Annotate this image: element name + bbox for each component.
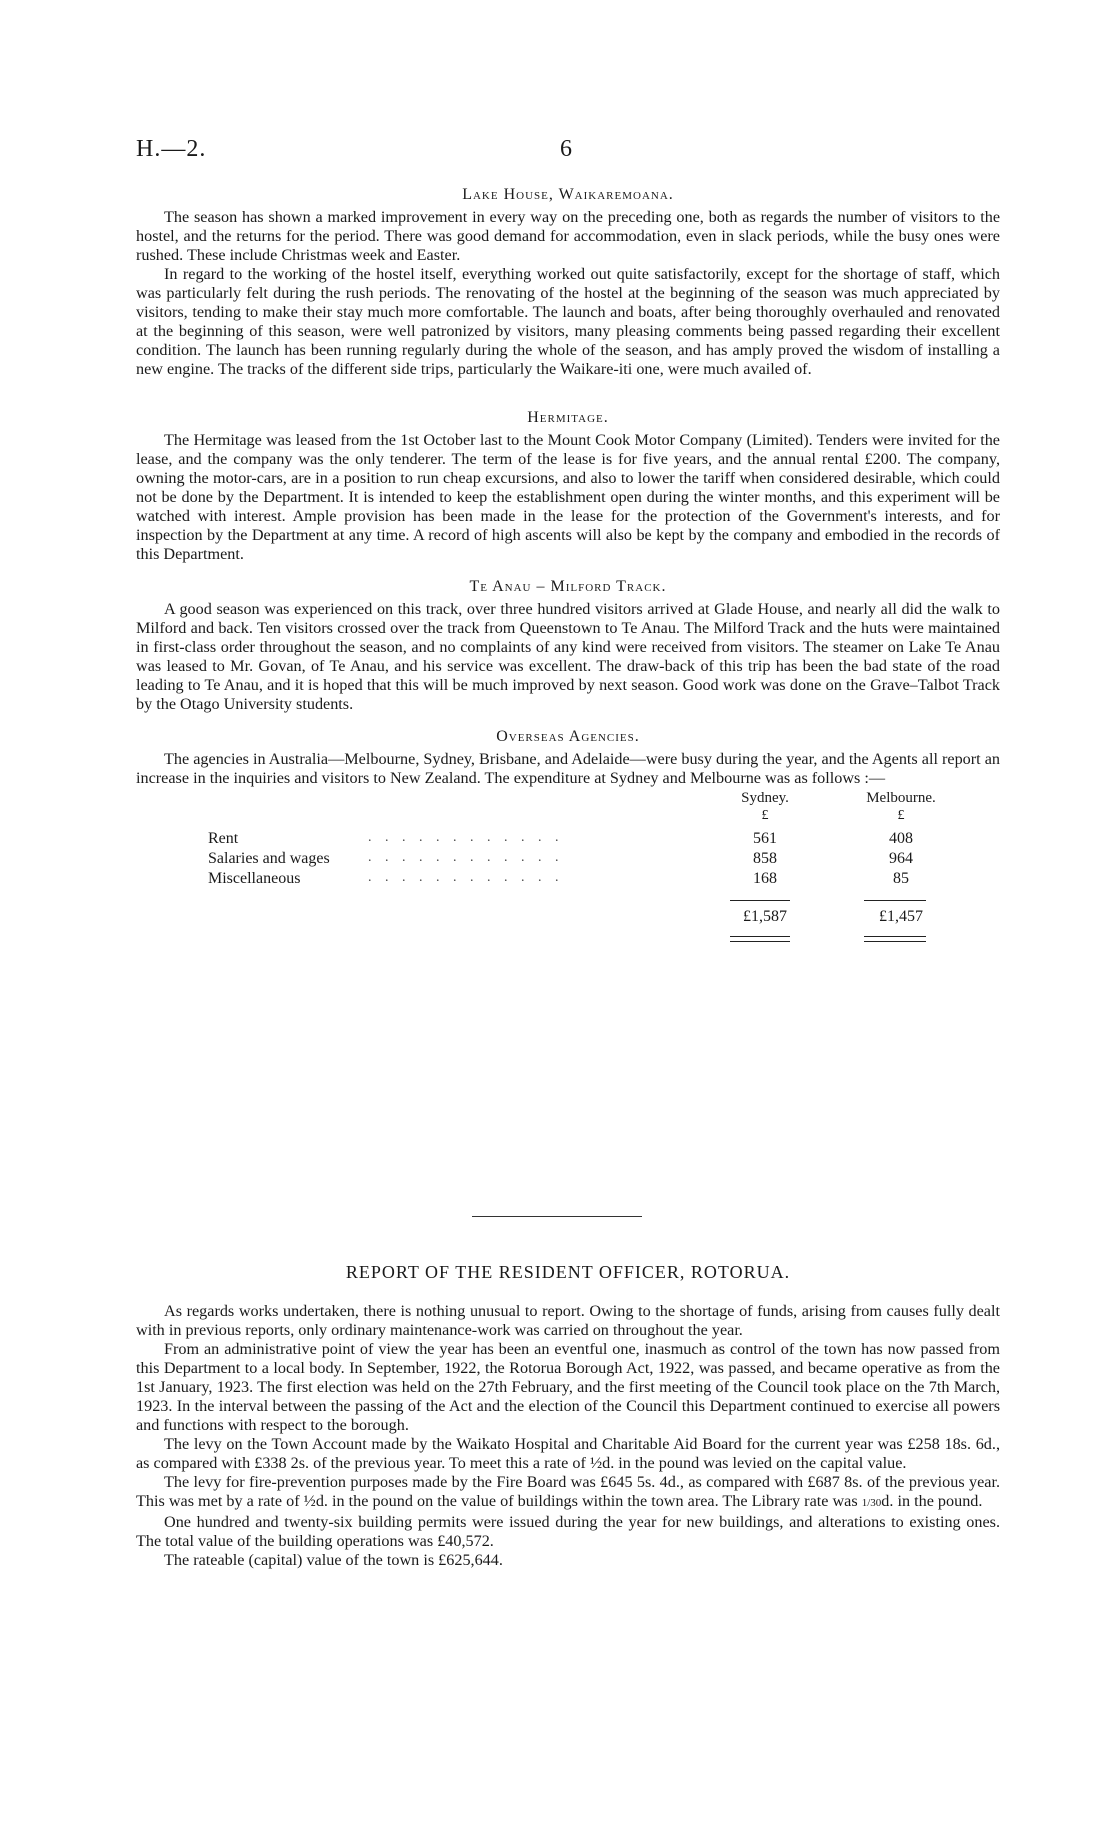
double-rule [864, 936, 926, 942]
paragraph: One hundred and twenty-six building permits were issued during the year for new buildings, and alterations to existing ones. The total value of the building operations was £40,572. [136, 1513, 1000, 1550]
text-run: d. in the pound. [881, 1492, 983, 1510]
text-run: The levy for fire-prevention purposes made by the Fire Board was £645 5s. 4d., as compared with £687 8s. of the previous year. This was met by a rate of [136, 1473, 1000, 1510]
section-divider [472, 1216, 642, 1217]
paragraph: From an administrative point of view the year has been an eventful one, inasmuch as control of the town has now passed from this Department to a local body. In September, 1922, the Rotorua Borough Act, 1922, was passed, and became operative as from the 1st January, 1923. The first election was held on the 27th February, and the first meeting of the Council took place on the 7th March, 1923. In the interval between the passing of the Act and the election of the Council this Department continued to exercise all powers and functions with respect to the borough. [136, 1340, 1000, 1434]
text-run: d. in the pound on the value of buildings within the town area. The Library rate was [315, 1492, 862, 1510]
section-lake-house [136, 186, 1000, 379]
sydney-value: 168 [753, 870, 777, 887]
expenditure-table [136, 790, 1000, 960]
fraction: 1/30 [861, 1497, 882, 1509]
sydney-total: £1,587 [743, 908, 787, 925]
row-label: Rent [208, 830, 239, 847]
table-row [208, 830, 928, 850]
paragraph: A good season was experienced on this track, over three hundred visitors arrived at Glade House, and nearly all did the walk to Milford and back. Ten visitors crossed over the track from Queenstown to Te Anau. The Milford Track and the huts were maintained in first-class order throughout the season, and no complaints of any kind were received from visitors. The steamer on Lake Te Anau was leased to Mr. Govan, of Te Anau, and his service was excellent. The draw-back of this trip has been the bad state of the road leading to Te Anau, and it is hoped that this will be much improved by next season. Good work was done on the Grave–Talbot Track by the Otago University students. [136, 600, 1000, 713]
column-header-sydney: Sydney. [741, 790, 789, 806]
row-label: Salaries and wages [208, 850, 330, 867]
section-te-anau [136, 578, 1000, 714]
page-number: 6 [560, 136, 572, 162]
column-unit: £ [897, 808, 905, 823]
text-run: d. in the pound was levied on the capital value. [602, 1454, 907, 1472]
melbourne-value: 408 [889, 830, 913, 847]
double-rule [730, 936, 790, 942]
main-content [136, 186, 1000, 974]
section-overseas-agencies [136, 728, 1000, 960]
sydney-value: 561 [753, 830, 777, 847]
melbourne-value: 964 [889, 850, 913, 867]
column-header-melbourne: Melbourne. [866, 790, 936, 806]
paragraph: As regards works undertaken, there is nothing unusual to report. Owing to the shortage of funds, arising from causes fully dealt with in previous reports, only ordinary maintenance-work was carried on throughout the year. [136, 1302, 1000, 1339]
report-title: REPORT OF THE RESIDENT OFFICER, ROTORUA. [345, 1262, 791, 1282]
section-title: Lake House, Waikaremoana. [462, 186, 674, 203]
leader-dots: . . . . . . . . . . . . [368, 850, 564, 865]
paragraph [136, 1435, 1000, 1473]
leader-dots: . . . . . . . . . . . . [368, 870, 564, 885]
text-run: The levy on the Town Account made by the Waikato Hospital and Charitable Aid Board for the current year was £258 18s. 6d., as compared with £338 2s. of the previous year. To meet this a rate of [136, 1435, 1000, 1472]
section-hermitage [136, 409, 1000, 564]
section-title: Overseas Agencies. [496, 728, 640, 745]
table-row [208, 850, 928, 870]
document-reference: H.—2. [136, 136, 207, 162]
section-title: Te Anau – Milford Track. [469, 578, 667, 595]
melbourne-value: 85 [893, 870, 909, 887]
paragraph: In regard to the working of the hostel itself, everything worked out quite satisfactorily, except for the shortage of staff, which was particularly felt during the rush periods. The renovating of the hostel at the beginning of the season was much appreciated by visitors, tending to make their stay much more comfortable. The launch and boats, after being thoroughly overhauled and renovated at the beginning of this season, were well patronized by visitors, many pleasing comments being passed regarding their excellent condition. The launch has been running regularly during the whole of the season, and has amply proved the wisdom of installing a new engine. The tracks of the different side trips, particularly the Waikare-iti one, were much availed of. [136, 265, 1000, 378]
fraction: ½ [303, 1492, 316, 1510]
sum-rule [864, 900, 926, 901]
fraction: ½ [589, 1454, 603, 1472]
paragraph: The rateable (capital) value of the town is £625,644. [164, 1551, 503, 1569]
melbourne-total: £1,457 [879, 908, 923, 925]
paragraph: The Hermitage was leased from the 1st October last to the Mount Cook Motor Company (Limited). Tenders were invited for the lease, and the company was the only tenderer. The term of the lease is for five years, and the annual rental £200. The company, owning the motor-cars, are in a position to run cheap excursions, and also to lower the tariff when considered desirable, which could not be done by the Department. It is intended to keep the establishment open during the winter months, and this experiment will be watched with interest. Ample provision has been made in the lease for the protection of the Government's interests, and for inspection by the Department at any time. A record of high ascents will also be kept by the company and embodied in the records of this Department. [136, 431, 1000, 563]
section-rotorua-report [136, 1302, 1000, 1570]
paragraph [136, 1473, 1000, 1513]
sum-rule [730, 900, 790, 901]
paragraph: The agencies in Australia—Melbourne, Sydney, Brisbane, and Adelaide—were busy during the year, and the Agents all report an increase in the inquiries and visitors to New Zealand. The expenditure at Sydney and Melbourne was as follows :— [136, 750, 1000, 787]
sydney-value: 858 [753, 850, 777, 867]
section-title: Hermitage. [527, 409, 609, 426]
row-label: Miscellaneous [208, 870, 301, 887]
leader-dots: . . . . . . . . . . . . [368, 830, 564, 845]
paragraph: The season has shown a marked improvement in every way on the preceding one, both as regards the number of visitors to the hostel, and the returns for the period. There was good demand for accommodation, even in slack periods, while the busy ones were rushed. These include Christmas week and Easter. [136, 208, 1000, 264]
table-row [208, 870, 928, 890]
column-unit: £ [761, 808, 769, 823]
